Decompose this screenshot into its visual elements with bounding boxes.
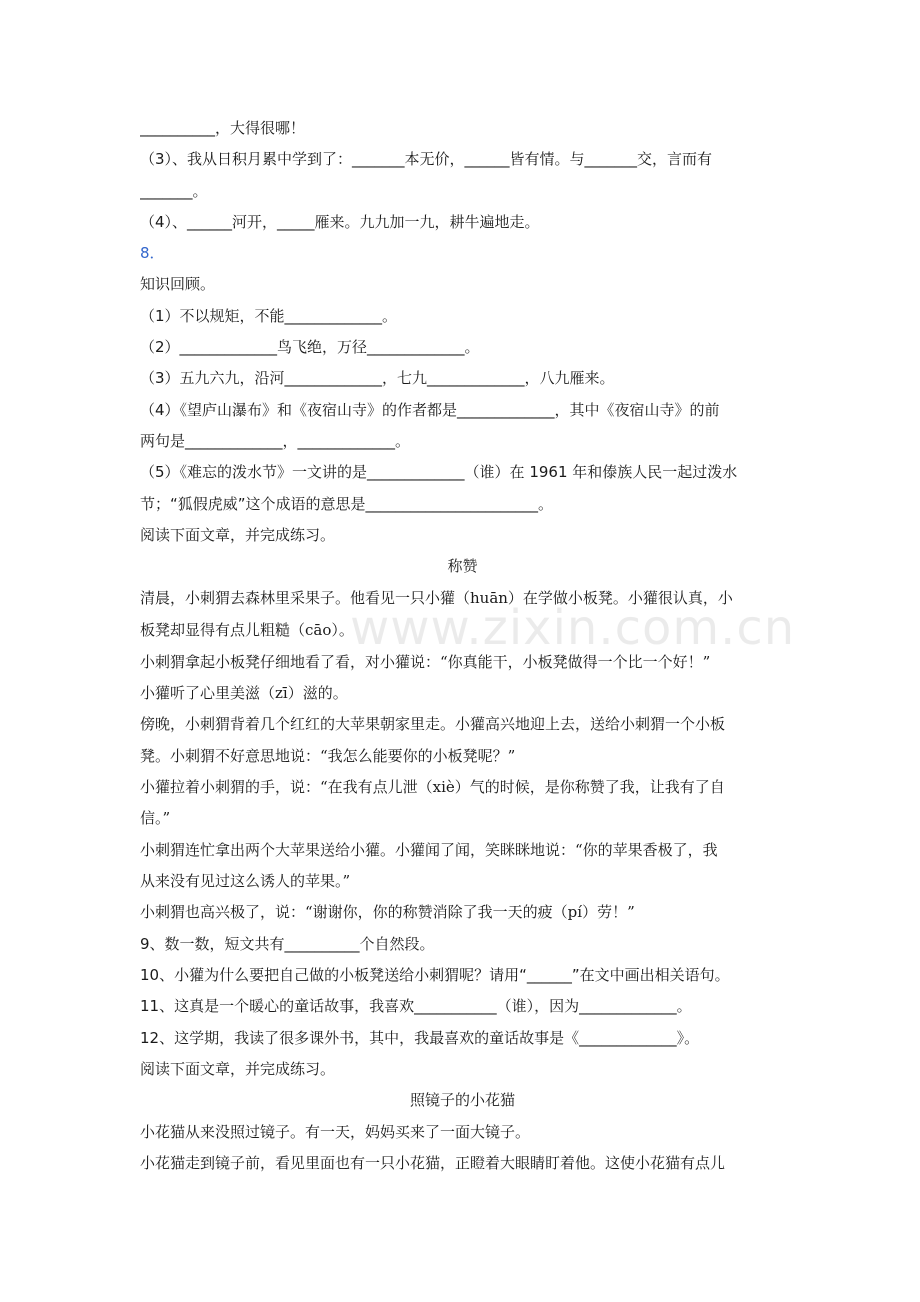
question-line: 9、数一数，短文共有__________个自然段。 xyxy=(140,935,435,953)
text-line: 阅读下面文章，并完成练习。 xyxy=(140,526,336,544)
passage-line: 小獾听了心里美滋（zī）滋的。 xyxy=(140,684,348,702)
passage-line: 小花猫走到镜子前，看见里面也有一只小花猫，正瞪着大眼睛盯着他。这使小花猫有点儿 xyxy=(140,1154,726,1172)
passage-line: 傍晚，小刺猬背着几个红红的大苹果朝家里走。小獾高兴地迎上去，送给小刺猬一个小板 xyxy=(140,715,726,733)
text-line: 节；“狐假虎威”这个成语的意思是_______________________。 xyxy=(140,495,554,513)
passage-line: 清晨，小刺猬去森林里采果子。他看见一只小獾（huān）在学做小板凳。小獾很认真，小 xyxy=(140,589,733,607)
watermark: www.zixin.com.cn xyxy=(350,600,796,656)
text-line: （2）_____________鸟飞绝，万径_____________。 xyxy=(140,338,480,356)
passage-line: 小刺猬连忙拿出两个大苹果送给小獾。小獾闻了闻，笑眯眯地说：“你的苹果香极了，我 xyxy=(140,841,718,859)
passage-line: 小獾拉着小刺猬的手，说：“在我有点儿泄（xiè）气的时候，是你称赞了我，让我有了自 xyxy=(140,778,725,796)
passage-line: 小刺猬也高兴极了，说：“谢谢你，你的称赞消除了我一天的疲（pí）劳！” xyxy=(140,903,635,921)
question-line: 10、小獾为什么要把自己做的小板凳送给小刺猬呢？请用“______”在文中画出相关语句。 xyxy=(140,966,730,984)
text-line: （5）《难忘的泼水节》一文讲的是_____________（谁）在 1961 年和傣族人民一起过泼水 xyxy=(140,463,738,481)
text-line: （4）《望庐山瀑布》和《夜宿山寺》的作者都是_____________，其中《夜宿山寺》的前 xyxy=(140,401,720,419)
text-line: （4）、______河开，_____雁来。九九加一九，耕牛遍地走。 xyxy=(140,213,540,231)
text-line: 阅读下面文章，并完成练习。 xyxy=(140,1060,336,1078)
passage-line: 凳。小刺猬不好意思地说：“我怎么能要你的小板凳呢？” xyxy=(140,747,516,765)
passage-line: 小花猫从来没照过镜子。有一天，妈妈买来了一面大镜子。 xyxy=(140,1123,531,1141)
text-line: __________，大得很哪！ xyxy=(140,119,306,137)
question-line: 12、这学期，我读了很多课外书，其中，我最喜欢的童话故事是《_____________》。 xyxy=(140,1029,700,1047)
text-line: （3）五九六九，沿河_____________，七九_____________，八九雁来。 xyxy=(140,369,615,387)
text-line: 两句是_____________，_____________。 xyxy=(140,432,411,450)
question-number: 8． xyxy=(140,244,165,262)
passage-line: 小刺猬拿起小板凳仔细地看了看，对小獾说：“你真能干，小板凳做得一个比一个好！” xyxy=(140,653,711,671)
text-line: （3）、我从日积月累中学到了：_______本无价，______皆有情。与_______交，言而有 xyxy=(140,150,713,168)
passage-title: 照镜子的小花猫 xyxy=(409,1091,515,1109)
text-line: 知识回顾。 xyxy=(140,275,216,293)
passage-title: 称赞 xyxy=(447,557,478,575)
question-line: 11、这真是一个暖心的童话故事，我喜欢___________（谁），因为_____________。 xyxy=(140,997,692,1015)
passage-line: 从来没有见过这么诱人的苹果。” xyxy=(140,872,351,890)
passage-line: 板凳却显得有点儿粗糙（cāo）。 xyxy=(140,621,354,639)
text-line: _______。 xyxy=(140,182,208,200)
text-line: （1）不以规矩，不能_____________。 xyxy=(140,307,398,325)
passage-line: 信。” xyxy=(140,809,171,827)
